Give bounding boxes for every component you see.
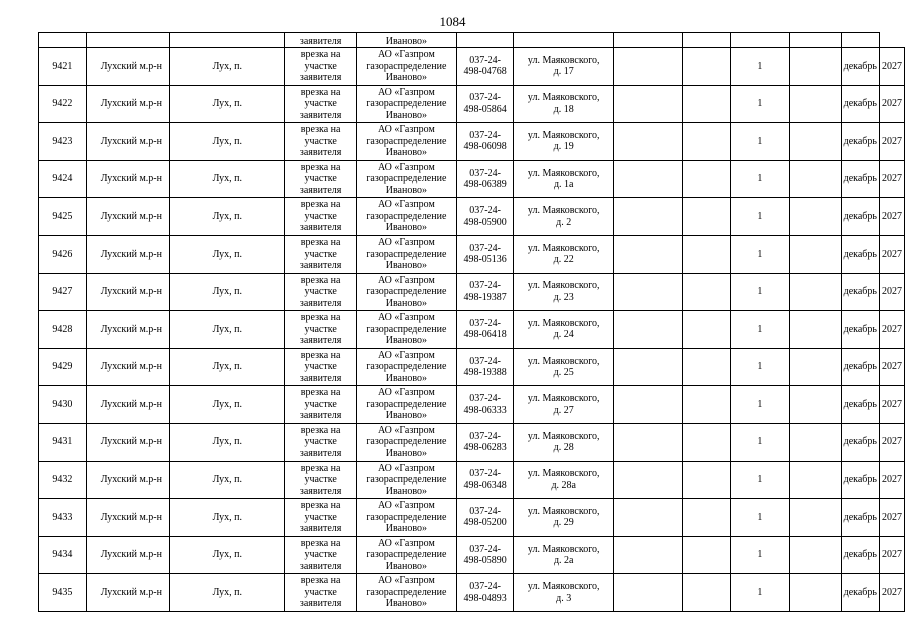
cell-number: 9435 <box>39 574 87 612</box>
cell <box>683 33 730 48</box>
cell-street <box>514 536 614 574</box>
cell-street <box>514 235 614 273</box>
cell-empty <box>683 386 730 424</box>
cell-work-type: врезка на участке заявителя <box>285 423 357 461</box>
cell-empty <box>790 348 841 386</box>
cell-region: Лухский м.р-н <box>86 574 170 612</box>
cell-work-type: врезка на участке заявителя <box>285 461 357 499</box>
cell-code <box>456 461 514 499</box>
cell-empty <box>614 198 683 236</box>
cell-quantity: 1 <box>730 536 789 574</box>
code-line-1: 037-24- <box>469 92 501 104</box>
code-line-2: 498-06283 <box>463 442 507 454</box>
cell-code <box>456 235 514 273</box>
table-row <box>39 48 905 86</box>
cell-empty <box>790 461 841 499</box>
cell <box>841 33 879 48</box>
cell-contractor: АО «Газпром газораспределение Иваново» <box>356 123 456 161</box>
cell-street <box>514 123 614 161</box>
cell-contractor: АО «Газпром газораспределение Иваново» <box>356 235 456 273</box>
street-line-2: д. 23 <box>553 291 574 303</box>
cell-year: 2027 <box>880 198 905 236</box>
cell-year: 2027 <box>880 160 905 198</box>
cell-year: 2027 <box>880 536 905 574</box>
cell-month: декабрь <box>841 123 879 161</box>
cell-number: 9429 <box>39 348 87 386</box>
cell-code <box>456 273 514 311</box>
cell-empty <box>683 574 730 612</box>
cell-empty <box>683 273 730 311</box>
cell-region: Лухский м.р-н <box>86 423 170 461</box>
cell-quantity: 1 <box>730 311 789 349</box>
cell-contractor: АО «Газпром газораспределение Иваново» <box>356 198 456 236</box>
cell-street <box>514 48 614 86</box>
cell-contractor: АО «Газпром газораспределение Иваново» <box>356 386 456 424</box>
cell-settlement: Лух, п. <box>170 574 285 612</box>
street-line-2: д. 17 <box>553 66 574 78</box>
street-line-1: ул. Маяковского, <box>527 355 600 367</box>
cell-year: 2027 <box>880 574 905 612</box>
street-line-1: ул. Маяковского, <box>527 242 600 254</box>
street-line-2: д. 2 <box>556 216 572 228</box>
code-line-2: 498-04893 <box>463 592 507 604</box>
cell-work-type: врезка на участке заявителя <box>285 160 357 198</box>
code-line-2: 498-06418 <box>463 329 507 341</box>
code-line-1: 037-24- <box>469 468 501 480</box>
cell-contractor: АО «Газпром газораспределение Иваново» <box>356 423 456 461</box>
street-line-1: ул. Маяковского, <box>527 54 600 66</box>
cell-work-type: врезка на участке заявителя <box>285 198 357 236</box>
cell <box>790 33 841 48</box>
cell-empty <box>790 198 841 236</box>
street-line-2: д. 22 <box>553 254 574 266</box>
cell-code <box>456 311 514 349</box>
cell-year: 2027 <box>880 386 905 424</box>
cell-work-type: врезка на участке заявителя <box>285 536 357 574</box>
code-line-1: 037-24- <box>469 430 501 442</box>
cell <box>514 33 614 48</box>
cell-year: 2027 <box>880 123 905 161</box>
cell-month: декабрь <box>841 160 879 198</box>
cell-month: декабрь <box>841 423 879 461</box>
cell-empty <box>614 311 683 349</box>
cell-settlement: Лух, п. <box>170 160 285 198</box>
code-line-1: 037-24- <box>469 129 501 141</box>
street-line-2: д. 27 <box>553 404 574 416</box>
code-line-2: 498-06348 <box>463 479 507 491</box>
cell-code <box>456 48 514 86</box>
cell-work-type: врезка на участке заявителя <box>285 311 357 349</box>
cell-number: 9427 <box>39 273 87 311</box>
cell-work-type: врезка на участке заявителя <box>285 386 357 424</box>
cell-contractor: АО «Газпром газораспределение Иваново» <box>356 85 456 123</box>
cell-empty <box>683 461 730 499</box>
cell-contractor: АО «Газпром газораспределение Иваново» <box>356 574 456 612</box>
cell-contractor: Иваново» <box>356 33 456 48</box>
cell-street <box>514 386 614 424</box>
cell-number: 9422 <box>39 85 87 123</box>
code-line-2: 498-06389 <box>463 179 507 191</box>
cell-work-type: врезка на участке заявителя <box>285 85 357 123</box>
cell-code <box>456 574 514 612</box>
table-row <box>39 235 905 273</box>
cell-code <box>456 198 514 236</box>
code-line-1: 037-24- <box>469 280 501 292</box>
cell-year: 2027 <box>880 311 905 349</box>
cell-empty <box>614 348 683 386</box>
cell-code <box>456 160 514 198</box>
cell-street <box>514 311 614 349</box>
cell-month: декабрь <box>841 273 879 311</box>
cell-empty <box>614 461 683 499</box>
cell-settlement: Лух, п. <box>170 48 285 86</box>
cell-empty <box>614 235 683 273</box>
cell-street <box>514 273 614 311</box>
cell-number: 9433 <box>39 499 87 537</box>
cell-code <box>456 423 514 461</box>
cell-region: Лухский м.р-н <box>86 123 170 161</box>
cell-number: 9421 <box>39 48 87 86</box>
cell-month: декабрь <box>841 536 879 574</box>
cell-quantity: 1 <box>730 499 789 537</box>
code-line-2: 498-06098 <box>463 141 507 153</box>
cell-year: 2027 <box>880 348 905 386</box>
table-body <box>39 33 905 612</box>
cell-month: декабрь <box>841 85 879 123</box>
cell-settlement: Лух, п. <box>170 461 285 499</box>
table-row <box>39 574 905 612</box>
cell-contractor: АО «Газпром газораспределение Иваново» <box>356 348 456 386</box>
cell-empty <box>614 123 683 161</box>
cell-empty <box>790 423 841 461</box>
cell-empty <box>614 160 683 198</box>
cell-quantity: 1 <box>730 123 789 161</box>
street-line-1: ул. Маяковского, <box>527 430 600 442</box>
cell-work-type: врезка на участке заявителя <box>285 499 357 537</box>
table-row <box>39 311 905 349</box>
cell-region: Лухский м.р-н <box>86 386 170 424</box>
cell-settlement: Лух, п. <box>170 348 285 386</box>
cell-month: декабрь <box>841 499 879 537</box>
cell-settlement: Лух, п. <box>170 85 285 123</box>
cell-quantity: 1 <box>730 273 789 311</box>
street-line-2: д. 29 <box>553 517 574 529</box>
street-line-2: д. 28 <box>553 442 574 454</box>
cell-empty <box>683 198 730 236</box>
cell-number: 9423 <box>39 123 87 161</box>
cell-number: 9431 <box>39 423 87 461</box>
table-row <box>39 536 905 574</box>
street-line-2: д. 18 <box>553 103 574 115</box>
street-line-2: д. 24 <box>553 329 574 341</box>
cell-number: 9434 <box>39 536 87 574</box>
cell-quantity: 1 <box>730 348 789 386</box>
cell-quantity: 1 <box>730 160 789 198</box>
code-line-2: 498-05890 <box>463 555 507 567</box>
cell-empty <box>614 273 683 311</box>
cell-contractor: АО «Газпром газораспределение Иваново» <box>356 461 456 499</box>
cell <box>170 33 285 48</box>
table-row <box>39 198 905 236</box>
cell-region: Лухский м.р-н <box>86 499 170 537</box>
cell-region: Лухский м.р-н <box>86 235 170 273</box>
code-line-1: 037-24- <box>469 242 501 254</box>
cell-empty <box>614 499 683 537</box>
cell-region: Лухский м.р-н <box>86 348 170 386</box>
code-line-2: 498-05864 <box>463 103 507 115</box>
table-row <box>39 85 905 123</box>
cell-quantity: 1 <box>730 574 789 612</box>
street-line-1: ул. Маяковского, <box>527 505 600 517</box>
table-row <box>39 123 905 161</box>
cell-empty <box>790 499 841 537</box>
continuation-row <box>39 33 905 48</box>
cell-code <box>456 536 514 574</box>
cell-empty <box>683 499 730 537</box>
street-line-1: ул. Маяковского, <box>527 317 600 329</box>
cell-street <box>514 423 614 461</box>
cell-contractor: АО «Газпром газораспределение Иваново» <box>356 273 456 311</box>
cell-empty <box>790 85 841 123</box>
register-table <box>38 32 905 612</box>
cell-number: 9430 <box>39 386 87 424</box>
code-line-1: 037-24- <box>469 355 501 367</box>
cell-month: декабрь <box>841 348 879 386</box>
cell-contractor: АО «Газпром газораспределение Иваново» <box>356 160 456 198</box>
cell-quantity: 1 <box>730 423 789 461</box>
cell-number: 9432 <box>39 461 87 499</box>
street-line-1: ул. Маяковского, <box>527 280 600 292</box>
cell-empty <box>614 574 683 612</box>
cell-empty <box>790 574 841 612</box>
cell-empty <box>614 48 683 86</box>
cell-street <box>514 198 614 236</box>
cell-work-type: врезка на участке заявителя <box>285 574 357 612</box>
cell-work-type: врезка на участке заявителя <box>285 48 357 86</box>
cell-code <box>456 499 514 537</box>
cell-month: декабрь <box>841 461 879 499</box>
cell-empty <box>790 386 841 424</box>
cell-empty <box>683 423 730 461</box>
cell-year: 2027 <box>880 423 905 461</box>
cell-quantity: 1 <box>730 48 789 86</box>
street-line-2: д. 19 <box>553 141 574 153</box>
cell <box>39 33 87 48</box>
cell-quantity: 1 <box>730 235 789 273</box>
street-line-1: ул. Маяковского, <box>527 129 600 141</box>
cell-empty <box>614 85 683 123</box>
cell-contractor: АО «Газпром газораспределение Иваново» <box>356 48 456 86</box>
code-line-1: 037-24- <box>469 543 501 555</box>
cell <box>730 33 789 48</box>
code-line-2: 498-19388 <box>463 367 507 379</box>
street-line-2: д. 1а <box>553 179 574 191</box>
cell-year: 2027 <box>880 48 905 86</box>
cell-code <box>456 386 514 424</box>
cell-quantity: 1 <box>730 386 789 424</box>
street-line-1: ул. Маяковского, <box>527 468 600 480</box>
page-number: 1084 <box>439 14 466 29</box>
cell-settlement: Лух, п. <box>170 273 285 311</box>
cell-region: Лухский м.р-н <box>86 85 170 123</box>
cell-number: 9426 <box>39 235 87 273</box>
code-line-2: 498-04768 <box>463 66 507 78</box>
code-line-1: 037-24- <box>469 581 501 593</box>
cell-year: 2027 <box>880 461 905 499</box>
cell-empty <box>683 160 730 198</box>
cell-region: Лухский м.р-н <box>86 461 170 499</box>
cell-number: 9424 <box>39 160 87 198</box>
cell-quantity: 1 <box>730 198 789 236</box>
street-line-1: ул. Маяковского, <box>527 205 600 217</box>
table-row <box>39 160 905 198</box>
cell-empty <box>614 423 683 461</box>
table-row <box>39 461 905 499</box>
cell-street <box>514 85 614 123</box>
cell-settlement: Лух, п. <box>170 386 285 424</box>
cell-empty <box>790 273 841 311</box>
code-line-1: 037-24- <box>469 54 501 66</box>
street-line-2: д. 3 <box>556 592 572 604</box>
cell-region: Лухский м.р-н <box>86 198 170 236</box>
cell-settlement: Лух, п. <box>170 499 285 537</box>
cell-settlement: Лух, п. <box>170 123 285 161</box>
cell-settlement: Лух, п. <box>170 235 285 273</box>
cell-street <box>514 160 614 198</box>
cell-year: 2027 <box>880 499 905 537</box>
cell-work-type: заявителя <box>285 33 357 48</box>
cell-number: 9425 <box>39 198 87 236</box>
cell-empty <box>790 235 841 273</box>
cell-empty <box>790 123 841 161</box>
cell-work-type: врезка на участке заявителя <box>285 348 357 386</box>
code-line-1: 037-24- <box>469 317 501 329</box>
cell-settlement: Лух, п. <box>170 198 285 236</box>
code-line-1: 037-24- <box>469 505 501 517</box>
cell <box>86 33 170 48</box>
street-line-1: ул. Маяковского, <box>527 393 600 405</box>
cell-month: декабрь <box>841 311 879 349</box>
table-row <box>39 273 905 311</box>
cell-empty <box>683 348 730 386</box>
cell-year: 2027 <box>880 235 905 273</box>
cell-year: 2027 <box>880 85 905 123</box>
cell-empty <box>614 386 683 424</box>
code-line-2: 498-05200 <box>463 517 507 529</box>
cell-month: декабрь <box>841 386 879 424</box>
cell-contractor: АО «Газпром газораспределение Иваново» <box>356 536 456 574</box>
cell <box>456 33 514 48</box>
cell-code <box>456 85 514 123</box>
cell-region: Лухский м.р-н <box>86 273 170 311</box>
code-line-2: 498-05900 <box>463 216 507 228</box>
cell-empty <box>683 123 730 161</box>
street-line-2: д. 2а <box>553 555 574 567</box>
cell-region: Лухский м.р-н <box>86 536 170 574</box>
table-row <box>39 423 905 461</box>
code-line-2: 498-05136 <box>463 254 507 266</box>
cell-empty <box>683 311 730 349</box>
cell-month: декабрь <box>841 198 879 236</box>
cell-street <box>514 499 614 537</box>
street-line-1: ул. Маяковского, <box>527 543 600 555</box>
cell-empty <box>790 160 841 198</box>
cell-work-type: врезка на участке заявителя <box>285 123 357 161</box>
cell-number: 9428 <box>39 311 87 349</box>
cell-empty <box>683 536 730 574</box>
cell-empty <box>790 536 841 574</box>
cell-contractor: АО «Газпром газораспределение Иваново» <box>356 499 456 537</box>
cell-street <box>514 574 614 612</box>
table-row <box>39 499 905 537</box>
cell-region: Лухский м.р-н <box>86 48 170 86</box>
code-line-2: 498-19387 <box>463 291 507 303</box>
street-line-1: ул. Маяковского, <box>527 581 600 593</box>
cell-contractor: АО «Газпром газораспределение Иваново» <box>356 311 456 349</box>
table-row <box>39 386 905 424</box>
cell-empty <box>683 85 730 123</box>
cell-work-type: врезка на участке заявителя <box>285 273 357 311</box>
table-row <box>39 348 905 386</box>
cell-quantity: 1 <box>730 85 789 123</box>
cell <box>614 33 683 48</box>
cell-street <box>514 348 614 386</box>
cell-code <box>456 123 514 161</box>
cell-empty <box>683 48 730 86</box>
street-line-1: ул. Маяковского, <box>527 92 600 104</box>
cell-month: декабрь <box>841 574 879 612</box>
cell-code <box>456 348 514 386</box>
cell-region: Лухский м.р-н <box>86 160 170 198</box>
cell-empty <box>614 536 683 574</box>
cell-empty <box>790 311 841 349</box>
cell-empty <box>790 48 841 86</box>
cell-region: Лухский м.р-н <box>86 311 170 349</box>
cell-quantity: 1 <box>730 461 789 499</box>
cell-year: 2027 <box>880 273 905 311</box>
code-line-1: 037-24- <box>469 167 501 179</box>
cell-settlement: Лух, п. <box>170 423 285 461</box>
street-line-2: д. 25 <box>553 367 574 379</box>
code-line-1: 037-24- <box>469 205 501 217</box>
cell-month: декабрь <box>841 235 879 273</box>
cell-settlement: Лух, п. <box>170 311 285 349</box>
code-line-2: 498-06333 <box>463 404 507 416</box>
code-line-1: 037-24- <box>469 393 501 405</box>
cell-work-type: врезка на участке заявителя <box>285 235 357 273</box>
street-line-2: д. 28а <box>551 479 576 491</box>
cell-month: декабрь <box>841 48 879 86</box>
street-line-1: ул. Маяковского, <box>527 167 600 179</box>
cell-settlement: Лух, п. <box>170 536 285 574</box>
cell-empty <box>683 235 730 273</box>
cell-street <box>514 461 614 499</box>
